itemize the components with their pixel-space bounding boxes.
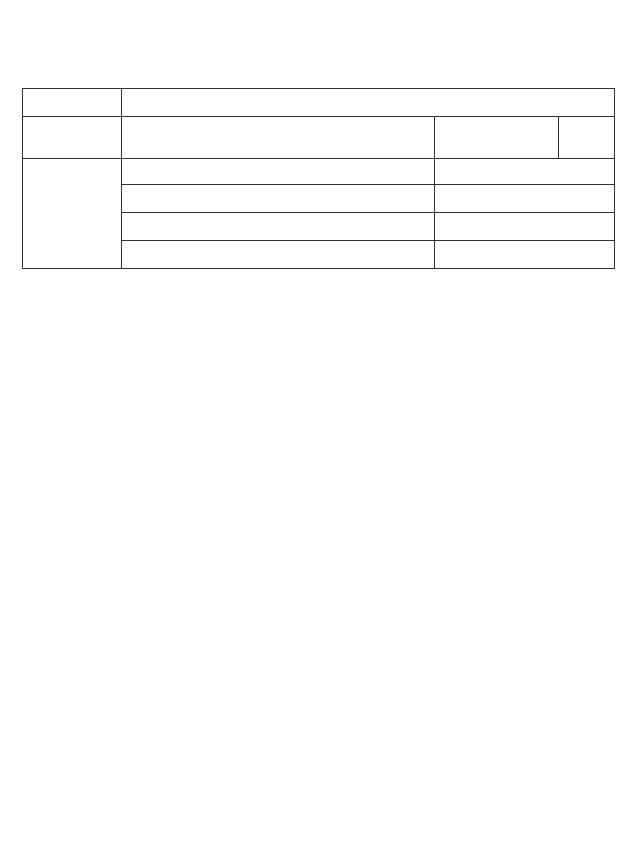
funds-other-label xyxy=(122,241,435,269)
dept-value xyxy=(122,117,435,159)
funds-total-value xyxy=(435,159,615,185)
funds-label xyxy=(23,159,122,269)
funds-total-label xyxy=(122,159,435,185)
project-name-label xyxy=(23,89,122,117)
unit-label xyxy=(435,117,559,159)
funds-fiscal-label xyxy=(122,185,435,213)
funds-fiscal-value xyxy=(435,185,615,213)
project-name-value xyxy=(122,89,615,117)
funds-carry-value xyxy=(435,213,615,241)
unit-value xyxy=(559,117,615,159)
dept-label xyxy=(23,117,122,159)
performance-table xyxy=(22,88,615,269)
funds-carry-label xyxy=(122,213,435,241)
funds-other-value xyxy=(435,241,615,269)
